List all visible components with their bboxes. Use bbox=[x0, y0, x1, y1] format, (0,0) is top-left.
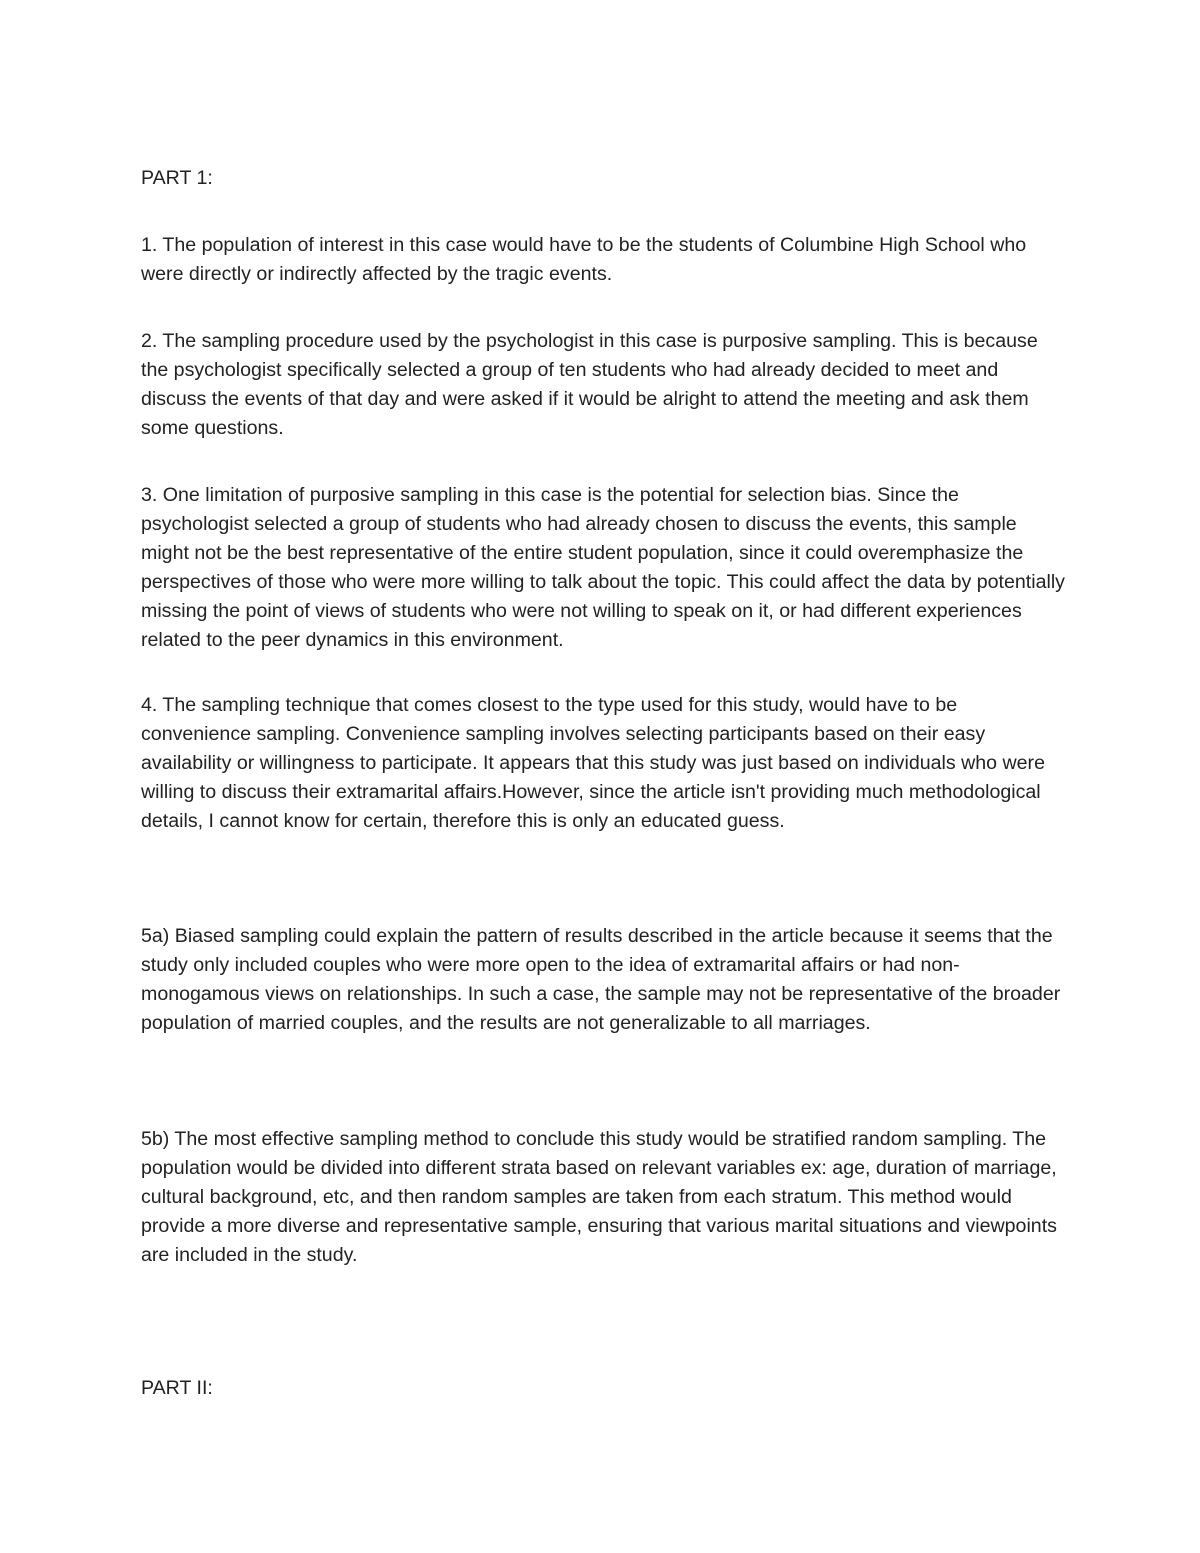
answer-5a: 5a) Biased sampling could explain the pattern of results described in the article because it seems that the study only included couples who were more open to the idea of extramarital affairs or had non-monogamous views on relationships. In such a case, the sample may not be representative of the broader population of married couples, and the results are not generalizable to all marriages. bbox=[141, 925, 1061, 1034]
answer-3: 3. One limitation of purposive sampling in this case is the potential for selection bias. Since the psychologist selected a group of students who had already chosen to discuss the events, this sample might not be the best representative of the entire student population, since it could overemphasize the perspectives of those who were more willing to talk about the topic. This could affect the data by potentially missing the point of views of students who were not willing to speak on it, or had different experiences related to the peer dynamics in this environment. bbox=[141, 484, 1065, 651]
answer-2: 2. The sampling procedure used by the psychologist in this case is purposive sampling. This is because the psychologist specifically selected a group of ten students who had already decided to meet and discuss the events of that day and were asked if it would be alright to attend the meeting and ask them some questions. bbox=[141, 330, 1038, 439]
part2-heading: PART II: bbox=[141, 1377, 213, 1399]
answer-1: 1. The population of interest in this case would have to be the students of Columbine High School who were directly or indirectly affected by the tragic events. bbox=[141, 234, 1027, 285]
answer-4: 4. The sampling technique that comes closest to the type used for this study, would have to be convenience sampling. Convenience sampling involves selecting participants based on their easy availability or willingness to participate. It appears that this study was just based on individuals who were willing to discuss their extramarital affairs.However, since the article isn't providing much methodological details, I cannot know for certain, therefore this is only an educated guess. bbox=[141, 694, 1045, 832]
part1-heading: PART 1: bbox=[141, 167, 213, 189]
answer-5b: 5b) The most effective sampling method to conclude this study would be stratified random sampling. The population would be divided into different strata based on relevant variables ex: age, duration of marriage, cultural background, etc, and then random samples are taken from each stratum. This method would provide a more diverse and representative sample, ensuring that various marital situations and viewpoints are included in the study. bbox=[141, 1128, 1057, 1266]
